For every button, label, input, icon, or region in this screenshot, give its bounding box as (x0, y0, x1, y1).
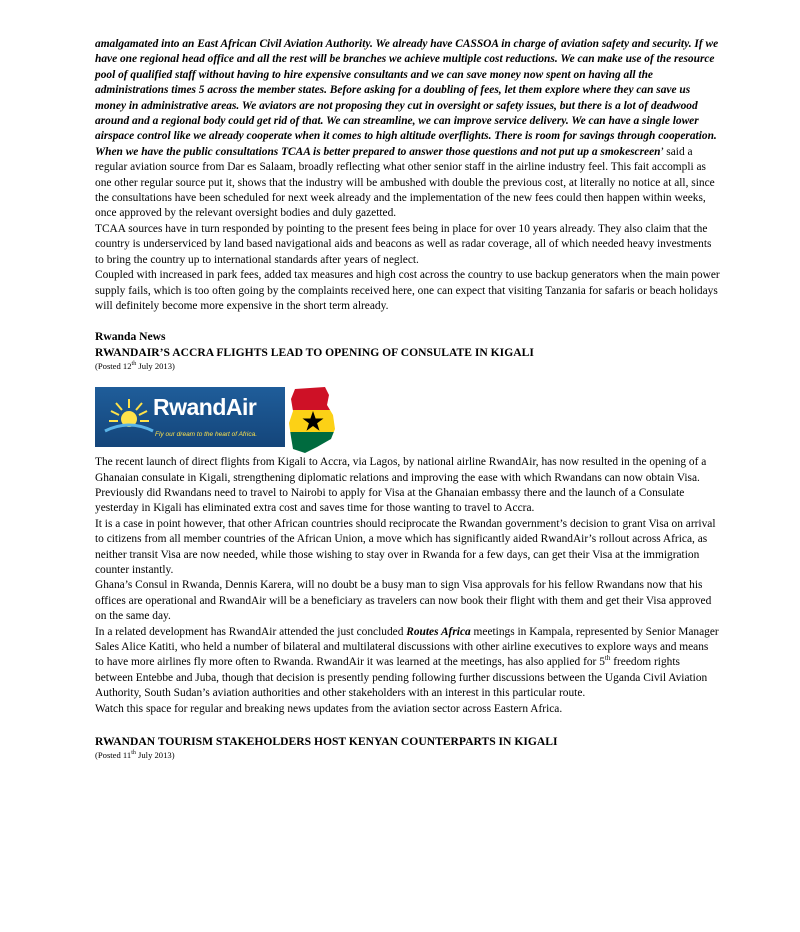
document-page (95, 37, 720, 761)
article-paragraph: Previously did Rwandans need to travel to Nairobi to apply for Visa at the Ghanaian embassy there and the launch of a Consulate yesterday in Kigali has eliminated extra cost and saves time for those wanting to travel to Accra. (95, 486, 685, 515)
article-image (95, 387, 720, 455)
article-paragraph: TCAA sources have in turn responded by pointing to the present fees being in place for over 10 years already. They also claim that the country is underserviced by land based navigational aids and beacons as well as radar coverage, all of which needed heavy investments to bring the country up to international standards after years of neglect. (95, 222, 712, 266)
article-paragraph: Watch this space for regular and breaking news updates from the aviation sector across Eastern Africa. (95, 702, 563, 715)
posted-date: (Posted 11th July 2013) (95, 750, 175, 761)
tourism-section (95, 734, 720, 761)
section-label: Rwanda News (95, 330, 166, 344)
article-paragraph (95, 37, 720, 222)
event-name: Routes Africa (406, 625, 471, 638)
rwandair-logo (95, 387, 285, 447)
article-paragraph: In a related development has RwandAir attended the just concluded Routes Africa meetings in Kampala, represented by Senior Manager Sales Alice Katiti, who held a number of bilateral and multilateral discussions with other airline executives to explore ways and means to have more airlines fly more often to Rwanda. RwandAir it was learned at the meetings, has also applied for 5th freedom rights between Entebbe and Juba, though that decision is presently pending following further discussions between the Uganda Civil Aviation Authority, South Sudan’s aviation authorities and other stakeholders with an interest in this particular route. (95, 625, 719, 700)
article-headline: RWANDAIR’S ACCRA FLIGHTS LEAD TO OPENING OF CONSULATE IN KIGALI (95, 345, 534, 359)
rwanda-news-section (95, 329, 720, 717)
quoted-statement: amalgamated into an East African Civil Aviation Authority. We already have CASSOA in charge of aviation safety and security. If we have one regional head office and all the rest will be branches we achieve multiple cost reductions. We can make use of the resource pool of qualified staff without having to hire expensive consultants and we can save money now spent on having all the administrations times 5 across the member states. Before asking for a doubling of fees, let them explore where they can save us money in administrative areas. We aviators are not proposing they cut in oversight or safety issues, but there is a lot of deadwood around and a regional body could get rid of that. We can streamline, we can improve service delivery. We can have a single lower airspace control like we already cooperate when it comes to high altitude overflights. There is room for savings through cooperation. When we have the public consultations TCAA is better prepared to answer those questions and not put up a smokescreen (95, 38, 719, 158)
ghana-flag-map (287, 387, 339, 455)
article-headline: RWANDAN TOURISM STAKEHOLDERS HOST KENYAN COUNTERPARTS IN KIGALI (95, 735, 558, 749)
posted-date: (Posted 12th July 2013) (95, 361, 175, 372)
article-paragraph: The recent launch of direct flights from Kigali to Accra, via Lagos, by national airline RwandAir, has now resulted in the opening of a Ghanaian consulate in Kigali, strengthening diplomatic relations and improving the ease with which Rwandans can now obtain Visa. (95, 456, 707, 484)
article-paragraph: It is a case in point however, that other African countries should reciprocate the Rwandan government’s decision to grant Visa on arrival to citizens from all member countries of the African Union, a move which has significantly aided RwandAir’s rollout across Africa, as neither transit Visa are now needed, while those wishing to stay over in Rwanda for a few days, can get their Visa at the immigration counter instantly. (95, 517, 716, 576)
quote-attribution: ’ said a regular aviation source from Dar es Salaam, broadly reflecting what other senior staff in the airline industry feel. This fait accompli as one other regular source put it, shows that the industry will be ambushed with double the previous cost, at literally no notice at all, since the consultations have been scheduled for next week already and the implementation of the new fees could then happen within weeks, once approved by the relevant oversight bodies and duly gazetted. (95, 145, 715, 220)
logo-tagline: Fly our dream to the heart of Africa. (155, 431, 257, 439)
article-paragraph: Ghana’s Consul in Rwanda, Dennis Karera, will no doubt be a busy man to sign Visa approvals for his fellow Rwandans now that his offices are operational and RwandAir will be a beneficiary as travelers can now book their flight with them and get their Visa approved on the same day. (95, 579, 712, 623)
logo-wordmark: RwandAir (153, 394, 257, 421)
article-paragraph: Coupled with increased in park fees, added tax measures and high cost across the country to use backup generators when the main power supply fails, which is too often going by the complaints received here, one can expect that visiting Tanzania for safaris or beach holidays will definitely become more expensive in the short term already. (95, 269, 720, 312)
